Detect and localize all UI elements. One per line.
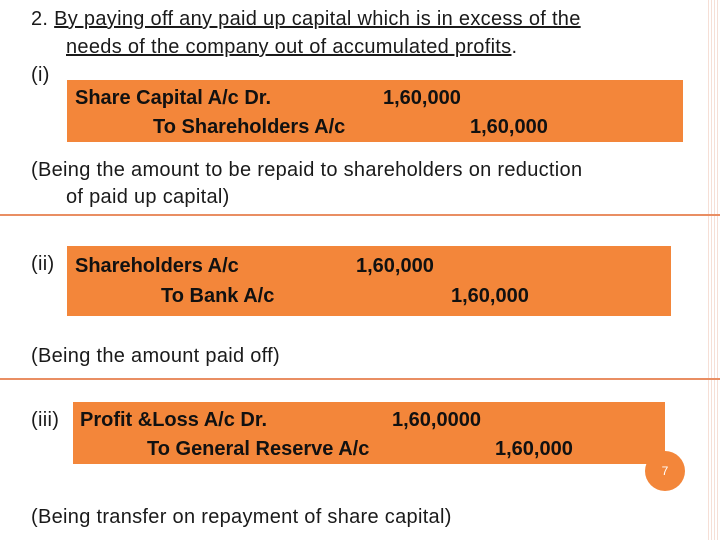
debit-account: Shareholders A/c — [75, 255, 239, 277]
slide-number: 7 — [661, 464, 669, 478]
divider-line — [0, 214, 720, 216]
credit-account: To Shareholders A/c — [153, 116, 346, 138]
slide-number-badge — [645, 451, 685, 491]
journal-entry-box — [73, 402, 665, 464]
credit-amount: 1,60,000 — [495, 438, 573, 460]
credit-amount: 1,60,000 — [451, 285, 529, 307]
entry-label: (iii) — [31, 409, 60, 431]
narration: (Being the amount to be repaid to shareholders on reduction — [31, 159, 583, 181]
credit-amount: 1,60,000 — [470, 116, 548, 138]
journal-entry-box — [67, 246, 671, 316]
entry-label: (ii) — [31, 253, 55, 275]
heading-underlined-1: By paying off any paid up capital which is in excess of the — [54, 8, 581, 30]
debit-account: Share Capital A/c Dr. — [75, 87, 271, 109]
debit-amount: 1,60,0000 — [392, 409, 481, 431]
debit-amount: 1,60,000 — [356, 255, 434, 277]
credit-account: To General Reserve A/c — [147, 438, 370, 460]
decorative-stripes — [708, 0, 720, 540]
heading-prefix: 2. — [31, 8, 55, 30]
heading-line-2 — [66, 34, 517, 60]
narration: (Being the amount paid off) — [31, 345, 280, 367]
heading-underlined-2: needs of the company out of accumulated profits — [66, 36, 512, 58]
entry-label: (i) — [31, 64, 50, 86]
debit-account: Profit &Loss A/c Dr. — [80, 409, 268, 431]
narration: of paid up capital) — [66, 186, 230, 208]
credit-account: To Bank A/c — [161, 285, 275, 307]
heading-line-1 — [31, 6, 581, 32]
journal-entry-box — [67, 80, 683, 142]
heading-suffix: . — [511, 36, 518, 58]
divider-line — [0, 378, 720, 380]
debit-amount: 1,60,000 — [383, 87, 461, 109]
narration: (Being transfer on repayment of share capital) — [31, 506, 452, 528]
